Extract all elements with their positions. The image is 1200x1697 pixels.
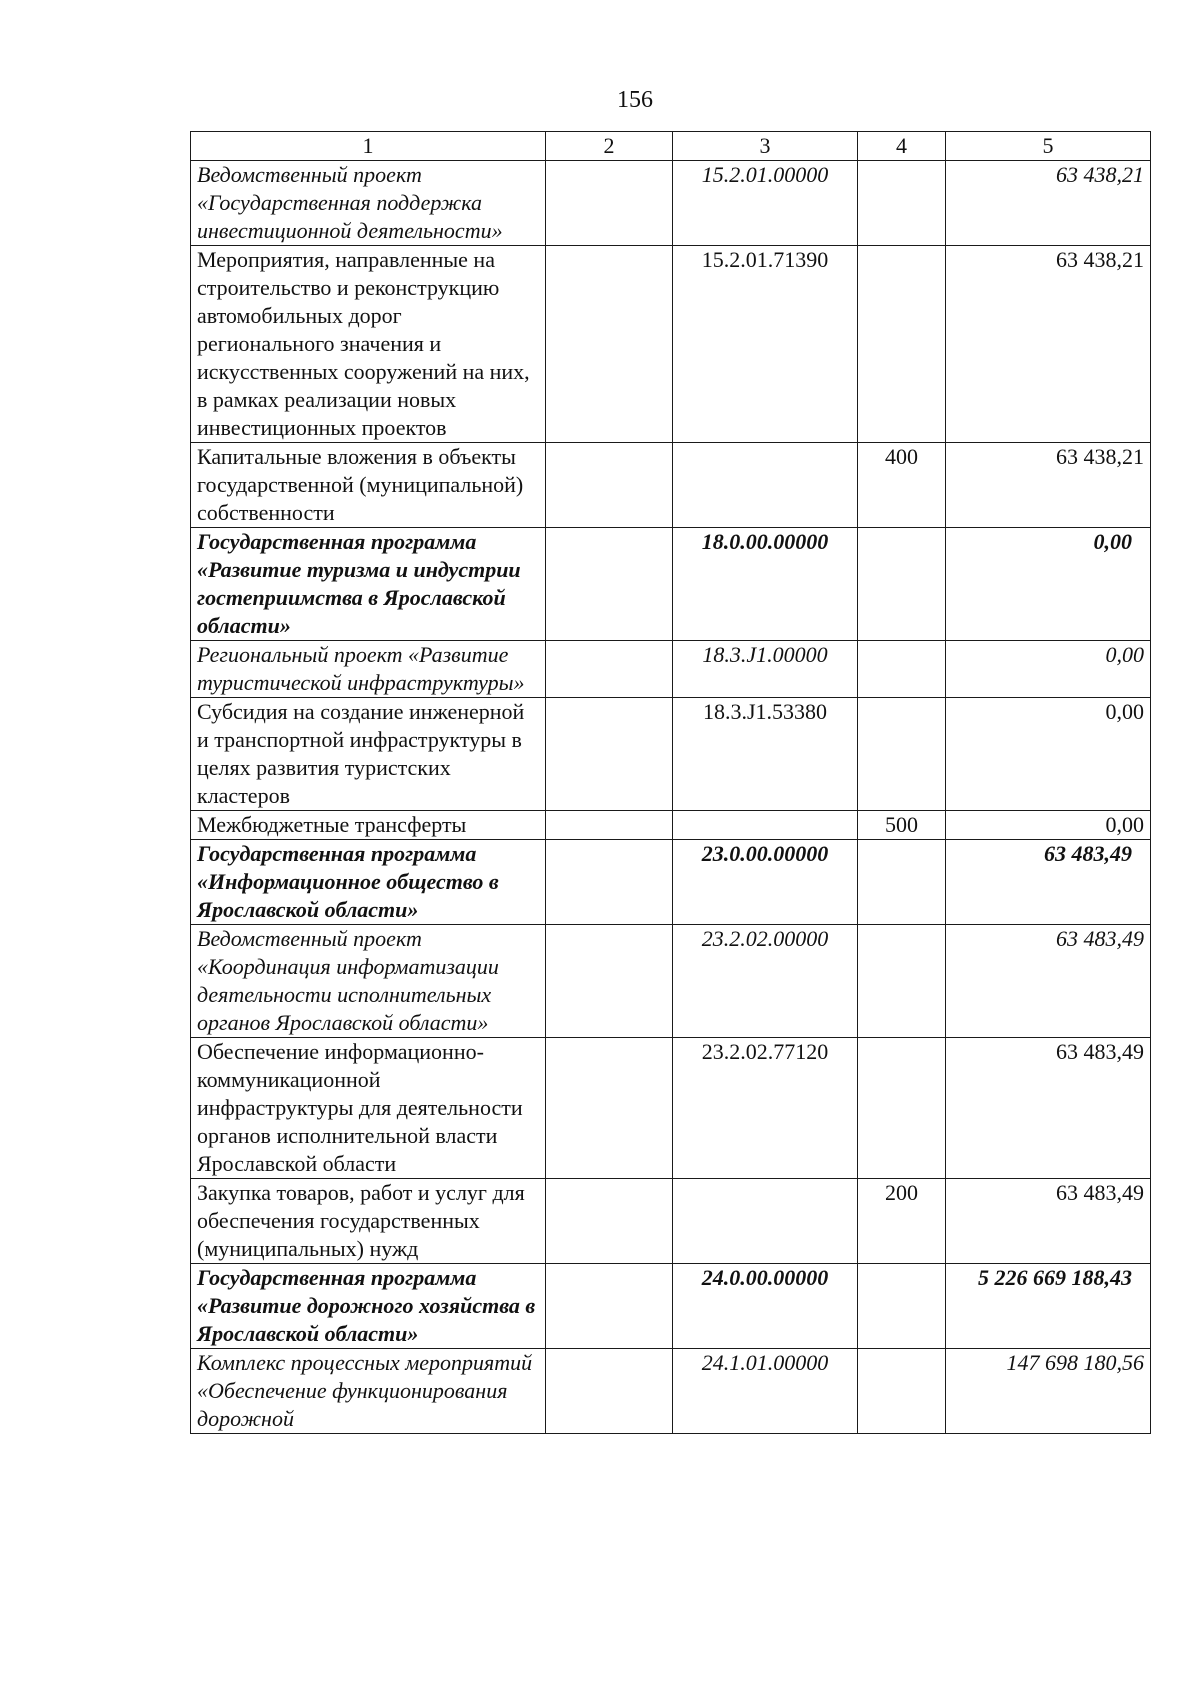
row-type-cell [858,840,946,925]
row-code-cell [673,811,858,840]
table-row [191,443,1151,528]
row-col2-cell [546,161,673,246]
row-amount-cell: 63 438,21 [946,246,1151,443]
row-type-cell [858,1264,946,1349]
row-code-cell: 24.0.00.00000 [673,1264,858,1349]
row-amount-cell: 0,00 [946,811,1151,840]
row-amount-cell: 63 483,49 [946,925,1151,1038]
row-name-cell: Межбюджетные трансферты [191,811,546,840]
row-col2-cell [546,698,673,811]
budget-table [190,131,1151,1434]
row-amount-cell: 0,00 [946,698,1151,811]
table-row [191,1038,1151,1179]
row-name-cell: Закупка товаров, работ и услуг для обеспечения государственных (муниципальных) нужд [191,1179,546,1264]
row-code-cell [673,1179,858,1264]
table-row [191,840,1151,925]
page-number: 156 [617,87,653,113]
row-col2-cell [546,1349,673,1434]
table-row [191,1179,1151,1264]
row-name-cell: Капитальные вложения в объекты государственной (муниципальной) собственности [191,443,546,528]
table-row [191,161,1151,246]
row-name-cell: Мероприятия, направленные на строительство и реконструкцию автомобильных дорог регионального значения и искусственных сооружений на них, в рамках реализации новых инвестиционных проектов [191,246,546,443]
row-code-cell: 18.0.00.00000 [673,528,858,641]
row-amount-cell: 0,00 [946,528,1151,641]
row-name-cell: Комплекс процессных мероприятий «Обеспечение функционирования дорожной [191,1349,546,1434]
column-header-3: 3 [673,132,858,161]
row-type-cell [858,925,946,1038]
row-code-cell: 18.3.J1.00000 [673,641,858,698]
row-col2-cell [546,1264,673,1349]
column-header-4: 4 [858,132,946,161]
row-code-cell: 23.0.00.00000 [673,840,858,925]
row-name-cell: Субсидия на создание инженерной и транспортной инфраструктуры в целях развития туристских кластеров [191,698,546,811]
row-type-cell: 500 [858,811,946,840]
row-col2-cell [546,811,673,840]
row-col2-cell [546,840,673,925]
row-amount-cell: 63 483,49 [946,840,1151,925]
row-name-cell: Государственная программа «Развитие туризма и индустрии гостеприимства в Ярославской области» [191,528,546,641]
row-col2-cell [546,246,673,443]
row-name-cell: Обеспечение информационно-коммуникационной инфраструктуры для деятельности органов исполнительной власти Ярославской области [191,1038,546,1179]
row-col2-cell [546,925,673,1038]
table-header-row [191,132,1151,161]
row-type-cell [858,528,946,641]
table-body [191,161,1151,1434]
row-col2-cell [546,641,673,698]
row-type-cell [858,641,946,698]
table-row [191,528,1151,641]
row-col2-cell [546,528,673,641]
row-amount-cell: 0,00 [946,641,1151,698]
column-header-5: 5 [946,132,1151,161]
row-col2-cell [546,443,673,528]
row-col2-cell [546,1038,673,1179]
row-type-cell: 200 [858,1179,946,1264]
row-code-cell [673,443,858,528]
row-code-cell: 23.2.02.77120 [673,1038,858,1179]
column-header-2: 2 [546,132,673,161]
row-code-cell: 15.2.01.00000 [673,161,858,246]
row-code-cell: 24.1.01.00000 [673,1349,858,1434]
column-header-1: 1 [191,132,546,161]
row-amount-cell: 63 438,21 [946,161,1151,246]
row-amount-cell: 147 698 180,56 [946,1349,1151,1434]
row-name-cell: Ведомственный проект «Координация информатизации деятельности исполнительных органов Ярославской области» [191,925,546,1038]
row-type-cell [858,161,946,246]
row-type-cell [858,246,946,443]
table-row [191,641,1151,698]
row-type-cell: 400 [858,443,946,528]
row-amount-cell: 5 226 669 188,43 [946,1264,1151,1349]
row-code-cell: 23.2.02.00000 [673,925,858,1038]
row-amount-cell: 63 483,49 [946,1038,1151,1179]
table-row [191,811,1151,840]
row-name-cell: Государственная программа «Информационное общество в Ярославской области» [191,840,546,925]
row-name-cell: Региональный проект «Развитие туристической инфраструктуры» [191,641,546,698]
row-type-cell [858,698,946,811]
row-amount-cell: 63 438,21 [946,443,1151,528]
row-code-cell: 15.2.01.71390 [673,246,858,443]
row-code-cell: 18.3.J1.53380 [673,698,858,811]
row-type-cell [858,1038,946,1179]
row-col2-cell [546,1179,673,1264]
table-row [191,1349,1151,1434]
row-type-cell [858,1349,946,1434]
table-row [191,1264,1151,1349]
row-name-cell: Государственная программа «Развитие дорожного хозяйства в Ярославской области» [191,1264,546,1349]
row-amount-cell: 63 483,49 [946,1179,1151,1264]
row-name-cell: Ведомственный проект «Государственная поддержка инвестиционной деятельности» [191,161,546,246]
table-row [191,698,1151,811]
table-row [191,925,1151,1038]
table-row [191,246,1151,443]
